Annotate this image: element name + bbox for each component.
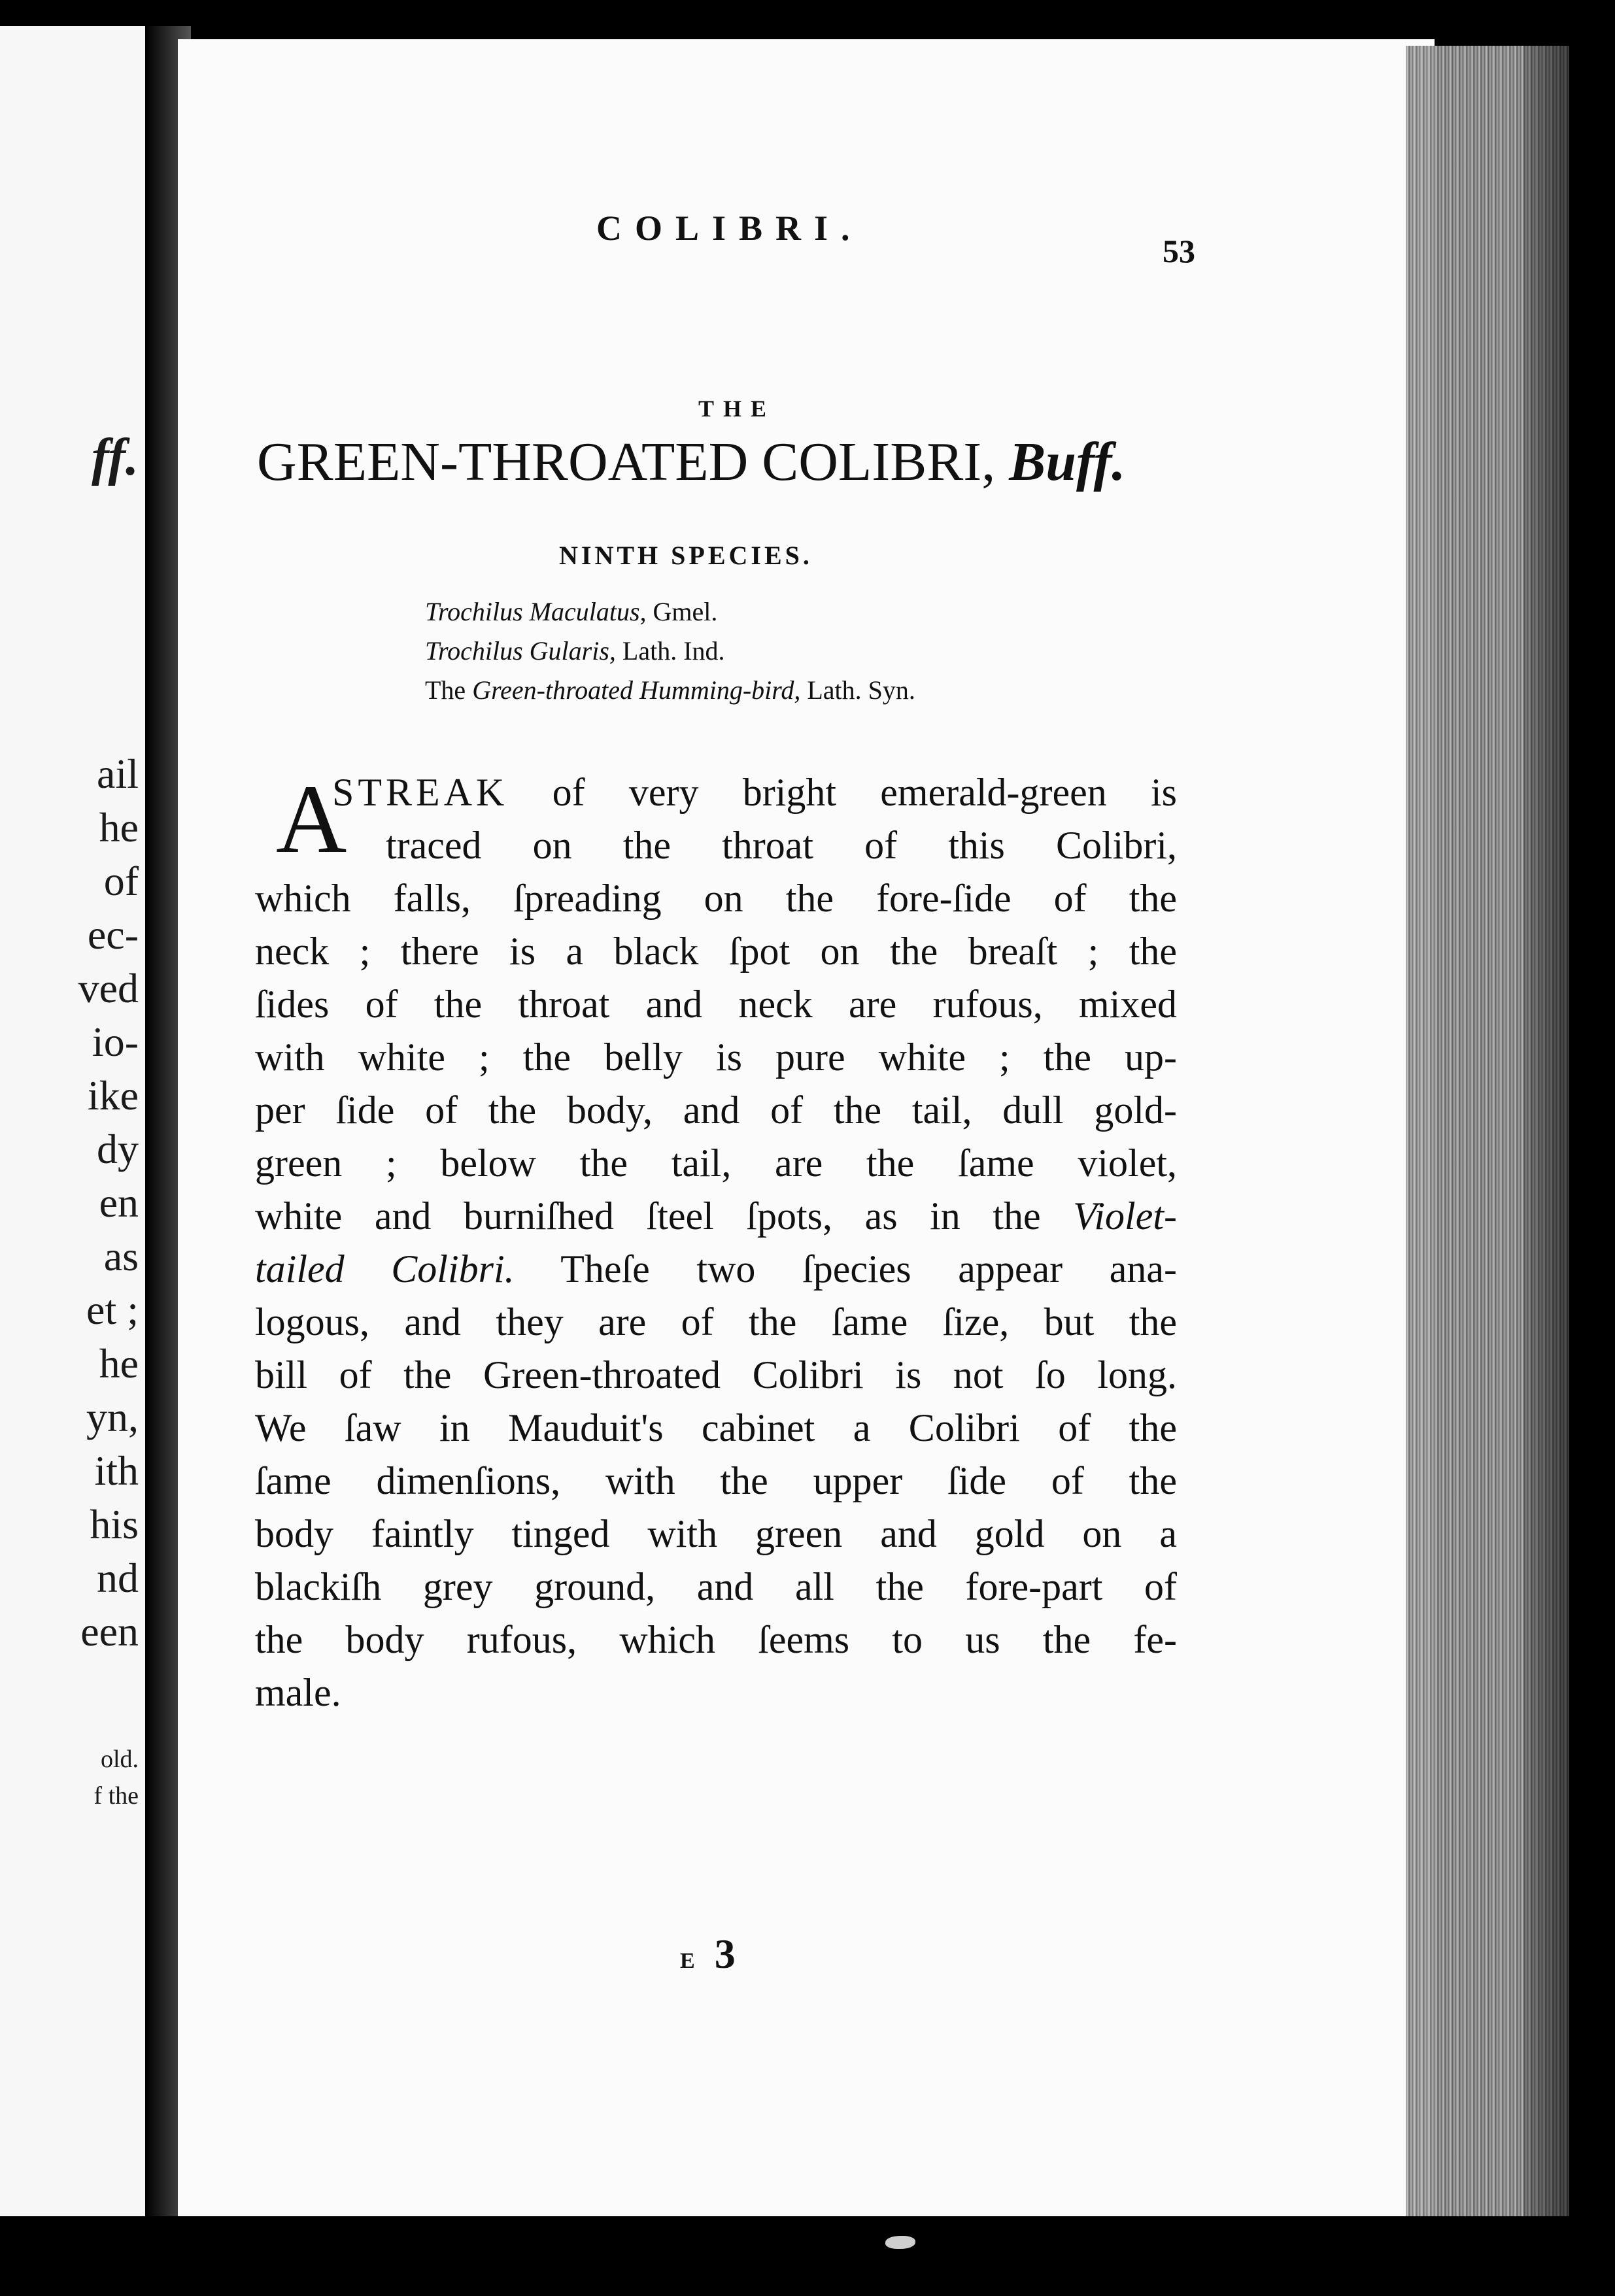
synonym-source: Gmel. <box>653 597 718 626</box>
body-line: white and burniſhed ſteel ſpots, as in the Violet- <box>255 1194 1177 1238</box>
paper-speck <box>885 2236 915 2249</box>
body-line: the body rufous, which ſeems to us the fe- <box>255 1618 1177 1661</box>
facing-fragment: he <box>99 1340 139 1387</box>
body-line: We ſaw in Mauduit's cabinet a Colibri of the <box>255 1406 1177 1449</box>
facing-fragment: yn, <box>86 1394 139 1440</box>
facing-fragment: en <box>99 1179 139 1226</box>
facing-page <box>0 26 145 2216</box>
body-paragraph <box>255 766 1177 1719</box>
synonym-line <box>425 632 915 671</box>
facing-fragment: dy <box>97 1126 139 1172</box>
signature-number: 3 <box>714 1931 736 1977</box>
fore-edge-shadow <box>1523 39 1615 2223</box>
body-line: logous, and they are of the ſame ſize, but the <box>255 1300 1177 1343</box>
title-main: GREEN-THROATED COLIBRI, <box>257 431 996 492</box>
page-title <box>257 430 1225 494</box>
heading-the: THE <box>698 396 776 422</box>
facing-fragment: his <box>90 1501 139 1547</box>
synonym-latin: Trochilus Maculatus, <box>425 597 647 626</box>
facing-fragment: f the <box>94 1782 139 1810</box>
body-line: green ; below the tail, are the ſame violet, <box>255 1141 1177 1185</box>
facing-fragment: io- <box>92 1019 139 1065</box>
drop-cap: A <box>276 765 347 873</box>
body-line: which falls, ſpreading on the fore-ſide of the <box>255 877 1177 920</box>
synonym-source: Lath. Syn. <box>807 675 915 705</box>
body-line: per ſide of the body, and of the tail, dull gold- <box>255 1089 1177 1132</box>
synonym-source: Lath. Ind. <box>622 636 725 666</box>
facing-fragment: he <box>99 804 139 851</box>
facing-fragment: ike <box>87 1072 139 1119</box>
facing-fragment: of <box>103 858 139 904</box>
facing-fragment: old. <box>100 1746 139 1773</box>
running-head: COLIBRI. <box>596 209 863 248</box>
synonym-line <box>425 592 915 632</box>
synonym-latin: Trochilus Gularis, <box>425 636 616 666</box>
facing-fragment: et ; <box>86 1287 139 1333</box>
species-label: NINTH SPECIES. <box>559 541 813 570</box>
facing-fragment: ff. <box>92 429 139 486</box>
body-line: with white ; the belly is pure white ; the up- <box>255 1036 1177 1079</box>
synonym-line <box>425 671 915 710</box>
body-line: STREAK of very bright emerald-green is <box>332 771 1178 814</box>
signature-letter: E <box>680 1949 698 1973</box>
body-line: ſame dimenſions, with the upper ſide of the <box>255 1459 1177 1502</box>
body-line: tailed Colibri. Theſe two ſpecies appear ana- <box>255 1247 1177 1291</box>
synonym-prefix: The <box>425 675 466 705</box>
facing-fragment: ith <box>94 1447 139 1494</box>
facing-fragment: een <box>80 1608 139 1655</box>
body-line: blackiſh grey ground, and all the fore-part of <box>255 1565 1177 1608</box>
synonym-latin: Green-throated Humming-bird, <box>472 675 801 705</box>
facing-fragment: as <box>103 1233 139 1279</box>
body-line: traced on the throat of this Colibri, <box>386 824 1177 867</box>
body-line: body faintly tinged with green and gold on a <box>255 1512 1177 1555</box>
page-number: 53 <box>1163 233 1195 269</box>
title-authority: Buff. <box>1009 431 1126 492</box>
body-line: neck ; there is a black ſpot on the breaſt ; the <box>255 930 1177 973</box>
synonym-list <box>425 592 915 710</box>
facing-fragment: ved <box>78 965 139 1011</box>
signature-mark <box>680 1930 736 1978</box>
facing-fragment: ail <box>97 751 139 797</box>
body-line: male. <box>255 1671 341 1714</box>
facing-fragment: nd <box>97 1555 139 1601</box>
bottom-background <box>0 2216 1615 2296</box>
first-word-caps: STREAK <box>332 771 509 814</box>
body-line: ſides of the throat and neck are rufous, mixed <box>255 983 1177 1026</box>
body-line: bill of the Green-throated Colibri is not ſo long. <box>255 1353 1177 1396</box>
facing-fragment: ec- <box>87 911 139 958</box>
